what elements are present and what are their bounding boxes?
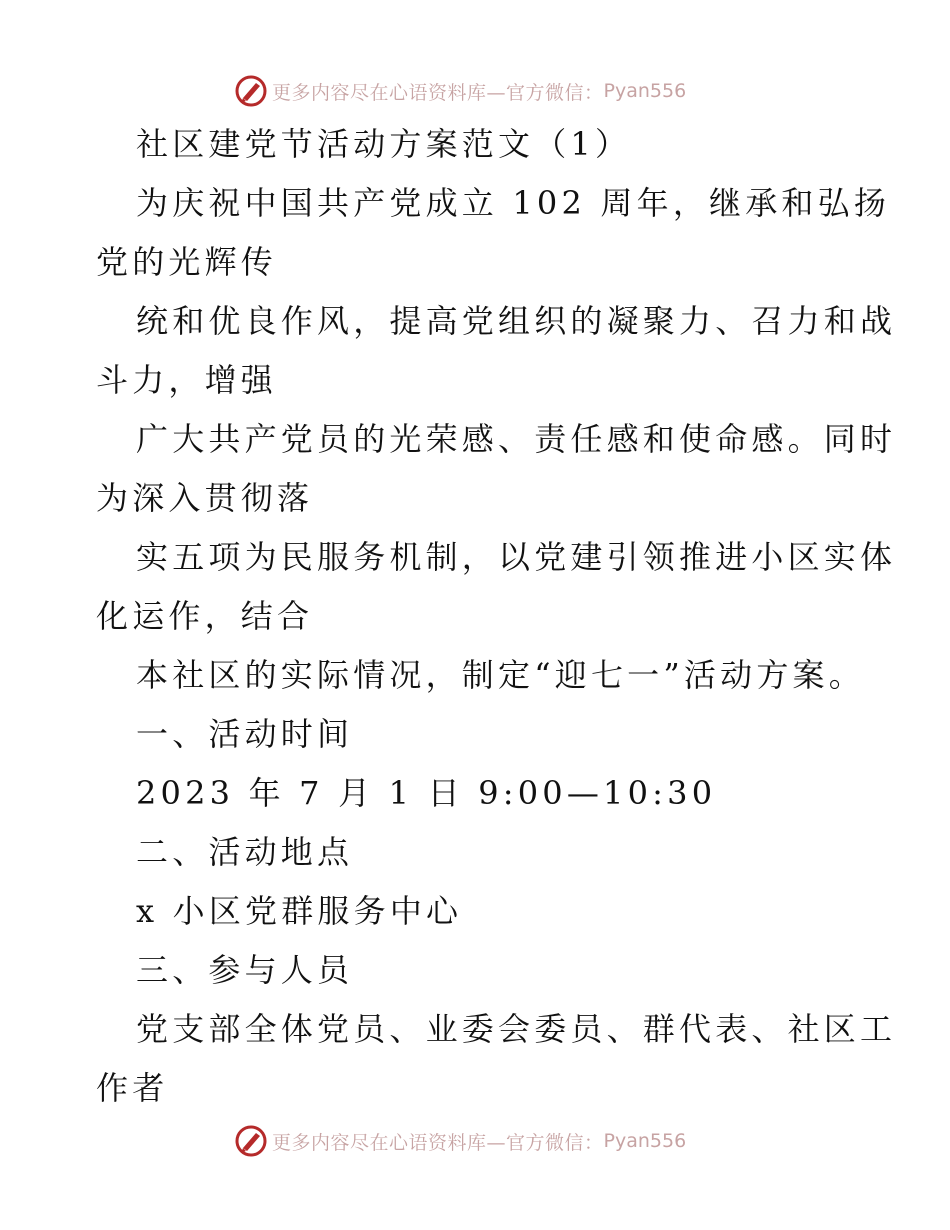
paragraph-line: 为庆祝中国共产党成立 102 周年，继承和弘扬 bbox=[136, 184, 891, 222]
paragraph-line: 统和优良作风，提高党组织的凝聚力、召力和战 bbox=[136, 302, 897, 340]
pen-circle-logo-icon bbox=[234, 74, 268, 108]
watermark-text: 更多内容尽在心语资料库—官方微信： bbox=[272, 81, 604, 104]
paragraph-line: 党的光辉传 bbox=[96, 243, 278, 281]
section-heading-time: 一、活动时间 bbox=[136, 715, 354, 753]
activity-time: 2023 年 7 月 1 日 9:00—10:30 bbox=[136, 774, 717, 812]
watermark-text: 更多内容尽在心语资料库—官方微信： bbox=[272, 1131, 604, 1154]
paragraph-line: 斗力，增强 bbox=[96, 361, 278, 399]
watermark-footer bbox=[0, 1121, 950, 1161]
paragraph-line: 实五项为民服务机制，以党建引领推进小区实体 bbox=[136, 538, 897, 576]
watermark-handle: Pyan556 bbox=[603, 80, 687, 102]
section-heading-location: 二、活动地点 bbox=[136, 833, 354, 871]
activity-location: x 小区党群服务中心 bbox=[136, 892, 463, 930]
section-heading-participants: 三、参与人员 bbox=[136, 951, 354, 989]
watermark-header bbox=[0, 71, 950, 111]
paragraph-line: 为深入贯彻落 bbox=[96, 479, 314, 517]
paragraph-line: 化运作，结合 bbox=[96, 597, 314, 635]
watermark-handle: Pyan556 bbox=[603, 1130, 687, 1152]
document-title: 社区建党节活动方案范文（1） bbox=[136, 125, 632, 163]
paragraph-line: 作者 bbox=[96, 1069, 169, 1107]
document-body bbox=[96, 115, 897, 1118]
paragraph-line: 广大共产党员的光荣感、责任感和使命感。同时 bbox=[136, 420, 897, 458]
pen-circle-logo-icon bbox=[234, 1124, 268, 1158]
paragraph-line: 党支部全体党员、业委会委员、群代表、社区工 bbox=[136, 1010, 897, 1048]
paragraph-line: 本社区的实际情况，制定“迎七一”活动方案。 bbox=[136, 656, 865, 694]
